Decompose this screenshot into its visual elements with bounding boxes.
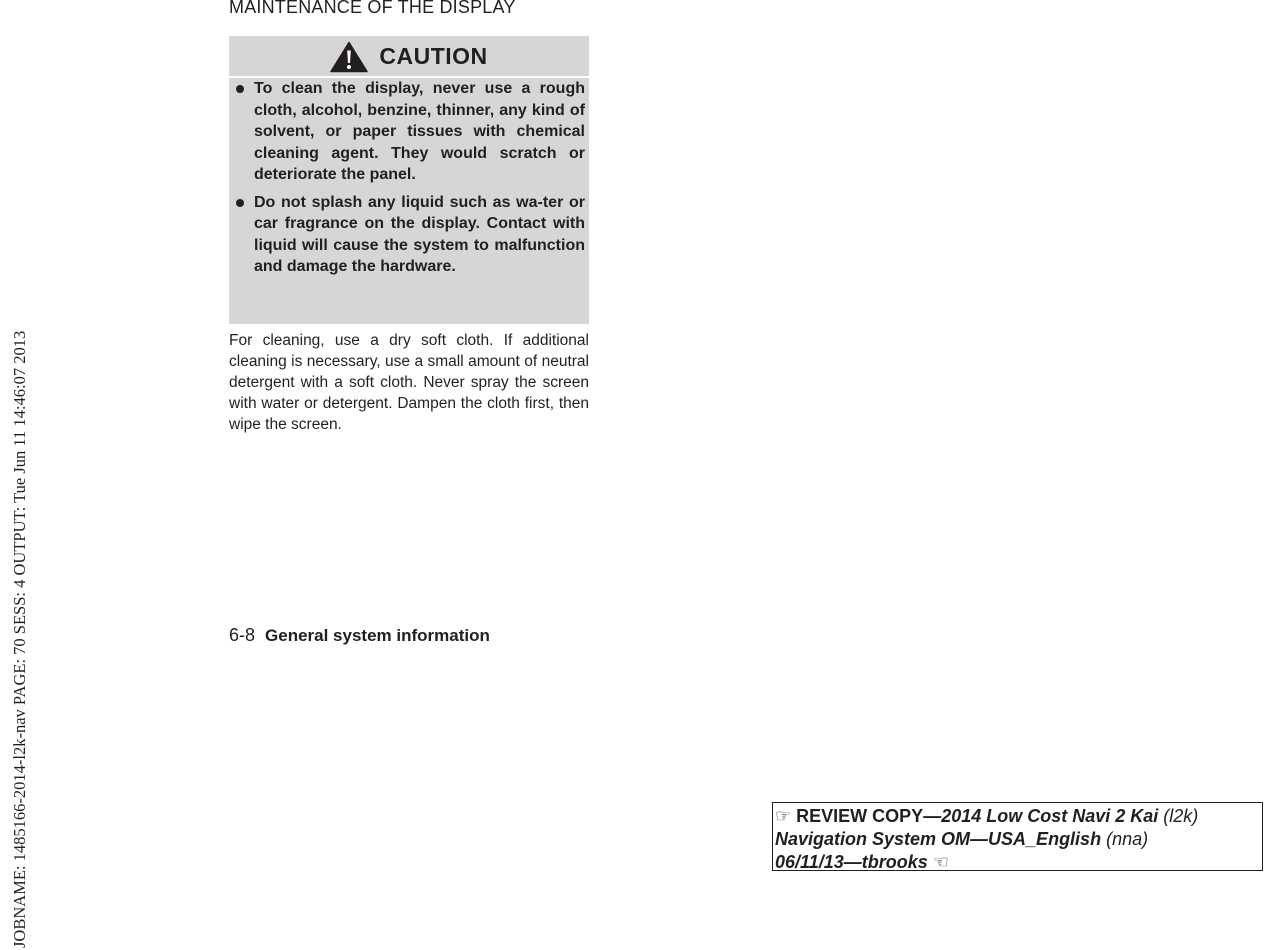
section-title: MAINTENANCE OF THE DISPLAY: [229, 0, 516, 17]
page-number: 6-8: [229, 625, 256, 645]
caution-box: [229, 36, 589, 324]
pointing-hand-right-icon: ☞: [775, 806, 792, 826]
caution-header: [229, 36, 589, 78]
review-document: Navigation System OM: [775, 829, 971, 849]
review-dash: —: [970, 829, 989, 849]
review-product-code: (l2k): [1163, 806, 1199, 826]
review-author: tbrooks: [861, 852, 928, 872]
review-line-3: [775, 851, 1262, 874]
page-footer: [229, 625, 490, 646]
bullet-icon: [236, 199, 244, 207]
caution-item-text: Do not splash any liquid such as wa-ter or car fragrance on the display. Contact with liquid will cause the system to malfunction and damage the hardware.: [254, 193, 585, 275]
review-line-1: [775, 805, 1262, 828]
review-market: USA_English: [988, 829, 1102, 849]
review-date: 06/11/13: [775, 852, 844, 872]
review-line-2: [775, 828, 1262, 851]
review-label: REVIEW COPY: [796, 806, 924, 826]
cleaning-instructions: For cleaning, use a dry soft cloth. If additional cleaning is necessary, use a small amount of neutral detergent with a soft cloth. Never spray the screen with water or detergent. Dampen the cloth first, then wipe the screen.: [229, 332, 589, 433]
review-product: 2014 Low Cost Navi 2 Kai: [941, 806, 1159, 826]
warning-triangle-icon: [330, 41, 368, 73]
caution-item: [229, 192, 589, 278]
review-copy-box: [772, 802, 1263, 871]
caution-title: CAUTION: [379, 42, 488, 69]
bullet-icon: [236, 85, 244, 93]
review-dash: —: [843, 852, 862, 872]
caution-item-text: To clean the display, never use a rough cloth, alcohol, benzine, thinner, any kind of solvent, or paper tissues with chemical cleaning agent. They would scratch or deteriorate the panel.: [254, 80, 585, 183]
caution-item: [229, 78, 589, 186]
job-info-stamp: JOBNAME: 1485166-2014-l2k-nav PAGE: 70 SESS: 4 OUTPUT: Tue Jun 11 14:46:07 2013: [10, 330, 29, 948]
review-dash: —: [923, 806, 942, 826]
caution-list: [229, 78, 589, 278]
footer-section-name: General system information: [265, 626, 490, 645]
review-market-code: (nna): [1106, 829, 1149, 849]
pointing-hand-left-icon: ☜: [932, 852, 949, 872]
